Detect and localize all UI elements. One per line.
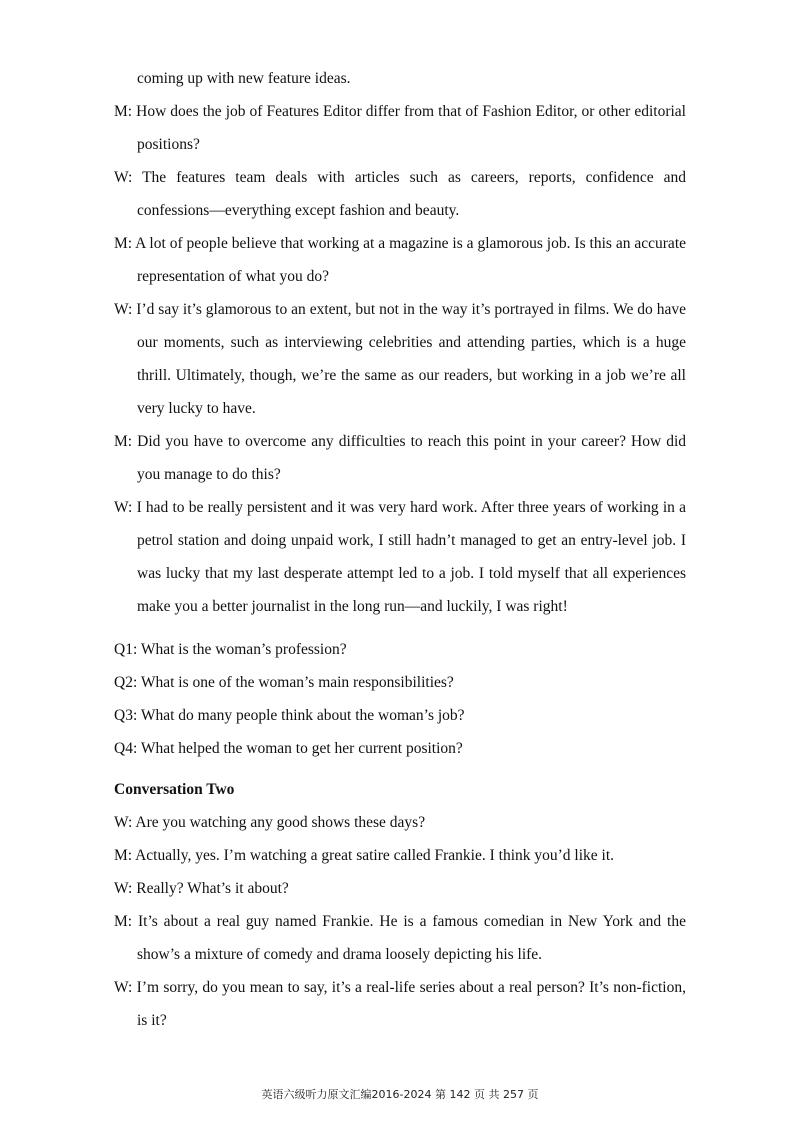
conversation-one-transcript [114, 62, 686, 623]
speaker-label: W: [114, 169, 143, 186]
dialogue-line [114, 806, 686, 839]
dialogue-line [114, 227, 686, 293]
transcript-body [114, 62, 686, 1037]
speaker-label: M: [114, 847, 136, 864]
dialogue-line [114, 95, 686, 161]
dialogue-text: Really? What’s it about? [136, 880, 289, 897]
dialogue-line [114, 971, 686, 1037]
speaker-label: M: [114, 103, 137, 120]
speaker-label: M: [114, 433, 138, 450]
dialogue-text: How does the job of Features Editor differ from that of Fashion Editor, or other editorial positions? [136, 103, 686, 153]
question-item: Q4: What helped the woman to get her current position? [114, 740, 463, 757]
dialogue-text: Actually, yes. I’m watching a great satire called Frankie. I think you’d like it. [135, 847, 615, 864]
dialogue-line [114, 491, 686, 623]
speaker-label: W: [114, 301, 137, 318]
question-item: Q1: What is the woman’s profession? [114, 641, 347, 658]
question-item: Q3: What do many people think about the woman’s job? [114, 707, 465, 724]
dialogue-text: Are you watching any good shows these days? [135, 814, 426, 831]
dialogue-text: I had to be really persistent and it was very hard work. After three years of working in a petrol station and doing unpaid work, I still hadn’t managed to get an entry-level job. I was lucky that my last desperate attempt led to a job. I told myself that all experiences make you a better journalist in the long run—and luckily, I was right! [136, 499, 686, 615]
dialogue-line [114, 161, 686, 227]
speaker-label: W: [114, 979, 137, 996]
section-heading: Conversation Two [114, 781, 235, 798]
dialogue-text: coming up with new feature ideas. [137, 70, 351, 87]
dialogue-line [114, 872, 686, 905]
speaker-label: W: [114, 880, 137, 897]
speaker-label: W: [114, 499, 137, 516]
page-footer: 英语六级听力原文汇编2016-2024 第 142 页 共 257 页 [261, 1088, 539, 1101]
question-list [114, 633, 686, 765]
dialogue-text: It’s about a real guy named Frankie. He is a famous comedian in New York and the show’s a mixture of comedy and drama loosely depicting his life. [137, 913, 686, 963]
speaker-label: M: [114, 235, 136, 252]
speaker-label: W: [114, 814, 136, 831]
dialogue-text: I’m sorry, do you mean to say, it’s a real-life series about a real person? It’s non-fiction, is it? [136, 979, 686, 1029]
dialogue-text: I’d say it’s glamorous to an extent, but not in the way it’s portrayed in films. We do have our moments, such as interviewing celebrities and attending parties, which is a huge thrill. Ultimately, though, we’re the same as our readers, but working in a job we’re all very lucky to have. [136, 301, 686, 417]
dialogue-line [114, 839, 686, 872]
dialogue-text: The features team deals with articles such as careers, reports, confidence and confessions—everything except fashion and beauty. [137, 169, 686, 219]
conversation-two-transcript [114, 806, 686, 1037]
dialogue-text: A lot of people believe that working at a magazine is a glamorous job. Is this an accurate representation of what you do? [135, 235, 686, 285]
question-item: Q2: What is one of the woman’s main responsibilities? [114, 674, 454, 691]
dialogue-line [114, 62, 686, 95]
speaker-label: M: [114, 913, 138, 930]
dialogue-line [114, 425, 686, 491]
dialogue-text: Did you have to overcome any difficulties to reach this point in your career? How did you manage to do this? [137, 433, 686, 483]
dialogue-line [114, 293, 686, 425]
dialogue-line [114, 905, 686, 971]
